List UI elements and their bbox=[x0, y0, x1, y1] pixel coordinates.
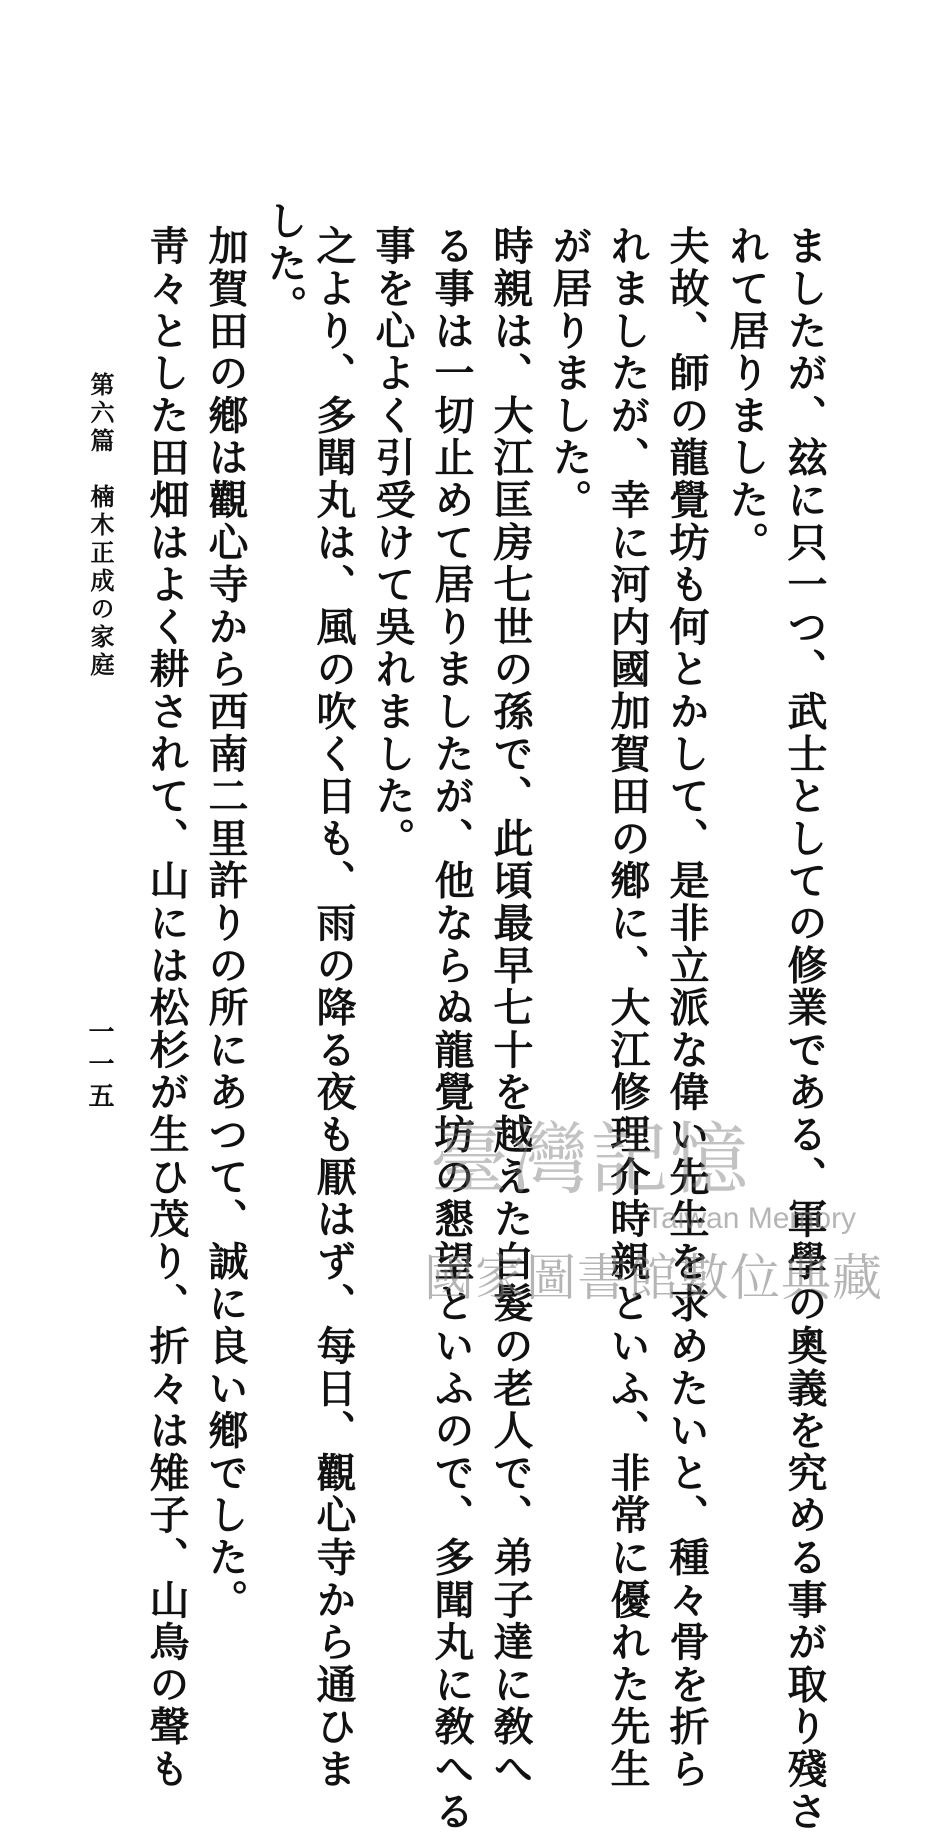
text-column: ましたが、玆に只一つ、武士としての修業である、軍學の奧義を究める事が取り殘さ bbox=[781, 225, 828, 1832]
text-column: 加賀田の鄕は觀心寺から西南二里許りの所にあつて、誠に良い鄕でした。 bbox=[202, 225, 249, 1621]
text-column: 靑々とした田畑はよく耕されて、山には松杉が生ひ茂り、折々は雉子、山鳥の聲も bbox=[143, 225, 190, 1791]
text-column: れましたが、幸に河内國加賀田の鄕に、大江修理介時親といふ、非常に優れた先生 bbox=[604, 225, 651, 1791]
watermark-organization: 國家圖書館數位典藏 bbox=[424, 1249, 883, 1307]
text-column: した。 bbox=[261, 200, 308, 327]
watermark-english: Taiwan Memory bbox=[646, 1202, 857, 1235]
watermark-logo: 臺灣記憶 bbox=[430, 1115, 751, 1205]
text-column: る事は一切止めて居りましたが、他ならぬ龍覺坊の懇望といふので、多聞丸に敎へる bbox=[428, 225, 475, 1832]
running-header: 第六篇 楠木正成の家庭 bbox=[86, 372, 115, 680]
text-column: 之より、多聞丸は、風の吹く日も、雨の降る夜も厭はず、每日、觀心寺から通ひま bbox=[310, 225, 357, 1791]
text-column: れて居りました。 bbox=[723, 225, 770, 564]
page-number: 一一五 bbox=[84, 1018, 114, 1114]
text-column: 夫故、師の龍覺坊も何とかして、是非立派な偉い先生を求めたいと、種々骨を折ら bbox=[663, 225, 710, 1791]
text-column: 事を心よく引受けて吳れました。 bbox=[369, 225, 416, 860]
text-column: 時親は、大江匡房七世の孫で、此頃最早七十を越えた白髮の老人で、弟子達に敎へ bbox=[487, 225, 534, 1791]
text-column: が居りました。 bbox=[546, 225, 593, 522]
